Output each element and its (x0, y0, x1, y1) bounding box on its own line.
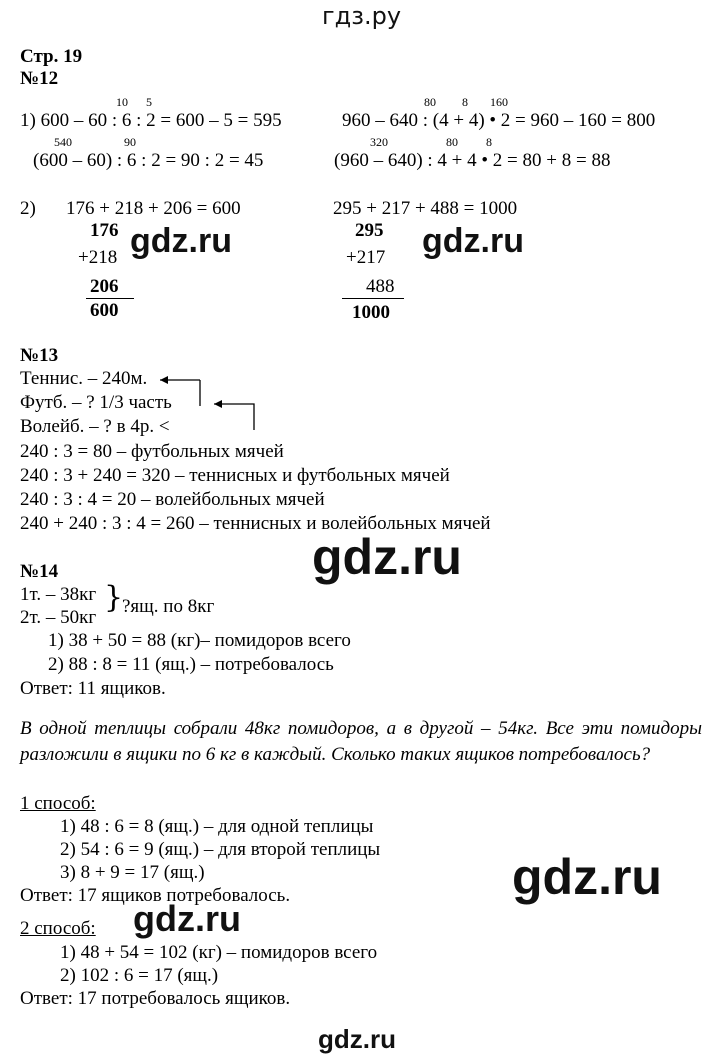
watermark: gdz.ru (312, 529, 462, 585)
solution-step: 1) 38 + 50 = 88 (кг)– помидоров всего (48, 630, 351, 651)
watermark: gdz.ru (512, 849, 662, 905)
site-header: гдз.ру (322, 2, 402, 30)
answer: Ответ: 17 ящиков потребовалось. (20, 885, 291, 906)
page-reference: Стр. 19 (20, 46, 83, 67)
superscript: 10 (116, 95, 128, 109)
watermark: gdz.ru (133, 898, 241, 939)
equation: 960 – 640 : (4 + 4) • 2 = 960 – 160 = 800 (342, 110, 656, 131)
solution-step: 3) 8 + 9 = 17 (ящ.) (60, 862, 205, 883)
superscript: 90 (124, 135, 136, 149)
problem-14-title: №14 (20, 561, 59, 582)
solution-step: 1) 48 + 54 = 102 (кг) – помидоров всего (60, 942, 378, 963)
problem-13-title: №13 (20, 345, 59, 366)
solution-step: 1) 48 : 6 = 8 (ящ.) – для одной теплицы (60, 816, 374, 837)
brace-icon: } (104, 580, 124, 615)
text-line: Футб. – ? 1/3 часть (20, 392, 172, 413)
task-text: В одной теплицы собрали 48кг помидоров, а в другой – 54кг. Все эти помидоры разложили в ящики по 6 кг в каждый. Сколько таких ящиков потребовалось? (20, 718, 702, 765)
sum-line (86, 298, 134, 299)
given-line: 1т. – 38кг (20, 584, 97, 605)
superscript: 8 (462, 95, 468, 109)
problem-12-title: №12 (20, 68, 59, 89)
text-line: 240 : 3 = 80 – футбольных мячей (20, 441, 284, 462)
superscript: 80 (424, 95, 436, 109)
solution-step: 2) 102 : 6 = 17 (ящ.) (60, 965, 219, 986)
watermark: gdz.ru (318, 1024, 396, 1054)
relation-arrows (150, 370, 270, 440)
column-sum: 1000 (352, 302, 390, 323)
text-line: 240 : 3 + 240 = 320 – теннисных и футбольных мячей (20, 465, 450, 486)
text-line: Теннис. – 240м. (20, 368, 148, 389)
superscript: 8 (486, 135, 492, 149)
text-line: 240 + 240 : 3 : 4 = 260 – теннисных и волейбольных мячей (20, 513, 491, 534)
column-number: 206 (90, 276, 119, 297)
watermark: gdz.ru (422, 222, 524, 260)
superscript: 160 (490, 95, 508, 109)
column-sum: 600 (90, 300, 119, 321)
equation: (600 – 60) : 6 : 2 = 90 : 2 = 45 (33, 150, 264, 171)
equation: (960 – 640) : 4 + 4 • 2 = 80 + 8 = 88 (334, 150, 611, 171)
equation: 1) 600 – 60 : 6 : 2 = 600 – 5 = 595 (20, 110, 282, 131)
sum-line (342, 298, 404, 299)
superscript: 540 (54, 135, 72, 149)
equation: 295 + 217 + 488 = 1000 (333, 198, 518, 219)
column-number: +217 (346, 247, 386, 268)
column-number: 295 (355, 220, 384, 241)
watermark: gdz.ru (130, 222, 232, 260)
given-line: 2т. – 50кг (20, 607, 97, 628)
column-number: +218 (78, 247, 118, 268)
answer: Ответ: 11 ящиков. (20, 678, 166, 699)
solution-step: 2) 88 : 8 = 11 (ящ.) – потребовалось (48, 654, 334, 675)
item-number: 2) (20, 198, 36, 219)
superscript: 320 (370, 135, 388, 149)
superscript: 80 (446, 135, 458, 149)
column-number: 176 (90, 220, 119, 241)
superscript: 5 (146, 95, 152, 109)
brace-note: ?ящ. по 8кг (122, 596, 215, 617)
way-2-label: 2 способ: (20, 918, 96, 939)
text-line: 240 : 3 : 4 = 20 – волейбольных мячей (20, 489, 325, 510)
way-1-label: 1 способ: (20, 793, 96, 814)
column-number: 488 (366, 276, 395, 297)
equation: 176 + 218 + 206 = 600 (66, 198, 241, 219)
answer: Ответ: 17 потребовалось ящиков. (20, 988, 291, 1009)
solution-step: 2) 54 : 6 = 9 (ящ.) – для второй теплицы (60, 839, 381, 860)
text-line: Волейб. – ? в 4р. < (20, 416, 170, 437)
